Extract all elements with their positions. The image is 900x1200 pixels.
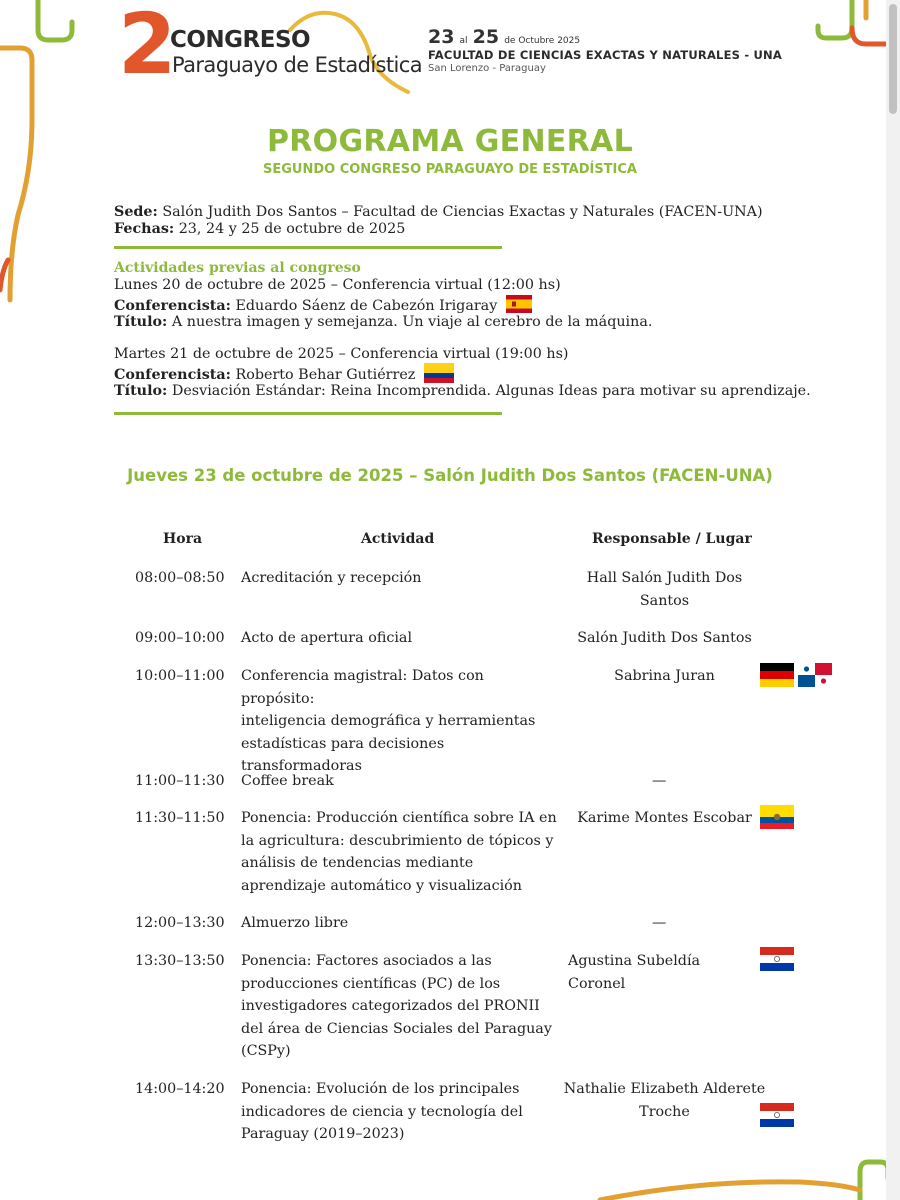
row-responsible xyxy=(562,567,767,612)
activity-line: aprendizaje automático y visualización xyxy=(241,877,522,894)
row-time: 11:00–11:30 xyxy=(135,773,225,789)
previa-1-date: Lunes 20 de octubre de 2025 – Conferencia virtual (12:00 hs) xyxy=(114,277,561,293)
activity-line: producciones científicas (PC) de los xyxy=(241,975,501,992)
divider xyxy=(114,412,502,415)
col-header-hora: Hora xyxy=(163,531,203,547)
row-activity xyxy=(241,665,561,778)
activity-line: estadísticas para decisiones xyxy=(241,735,445,752)
sede-label: Sede: xyxy=(114,204,158,220)
speaker-name: Eduardo Sáenz de Cabezón Irigaray xyxy=(230,298,498,314)
row-time: 14:00–14:20 xyxy=(135,1081,225,1097)
resp-line: Agustina Subeldía Coronel xyxy=(568,953,701,992)
row-responsible xyxy=(562,770,767,793)
scrollbar[interactable] xyxy=(886,0,900,1200)
previa-1-title xyxy=(114,313,652,332)
resp-line: — xyxy=(652,915,667,931)
scrollbar-thumb[interactable] xyxy=(889,4,897,114)
activity-line: Ponencia: Evolución de los principales xyxy=(241,1081,520,1097)
row-activity xyxy=(241,950,561,1063)
faculty-name: FACULTAD DE CIENCIAS EXACTAS Y NATURALES - UNA xyxy=(428,48,782,62)
activity-line: Acto de apertura oficial xyxy=(241,630,413,646)
activity-line: inteligencia demográfica y herramientas xyxy=(241,713,536,729)
talk-title: A nuestra imagen y semejanza. Un viaje al cerebro de la máquina. xyxy=(167,314,653,330)
ecuador-flag-icon xyxy=(760,805,794,833)
row-time: 12:00–13:30 xyxy=(135,915,225,931)
row-activity xyxy=(241,567,561,590)
activity-line: (CSPy) xyxy=(241,1043,291,1059)
event-location: San Lorenzo - Paraguay xyxy=(428,63,546,74)
talk-title: Desviación Estándar: Reina Incomprendida. Algunas Ideas para motivar su aprendizaje. xyxy=(167,383,811,399)
activity-line: Acreditación y recepción xyxy=(241,570,422,586)
activity-line: Conferencia magistral: Datos con propósito: xyxy=(241,668,484,707)
fechas-label: Fechas: xyxy=(114,221,175,237)
title-label: Título: xyxy=(114,383,168,399)
fechas-value: 23, 24 y 25 de octubre de 2025 xyxy=(174,221,406,237)
row-time: 13:30–13:50 xyxy=(135,953,225,969)
speaker-name: Roberto Behar Gutiérrez xyxy=(230,367,416,383)
page-subtitle: SEGUNDO CONGRESO PARAGUAYO DE ESTADÍSTICA xyxy=(263,162,637,177)
activity-line: Coffee break xyxy=(241,773,334,789)
row-time: 08:00–08:50 xyxy=(135,570,225,586)
divider xyxy=(114,246,502,249)
activity-line: del área de Ciencias Sociales del Paraguay xyxy=(241,1020,552,1037)
sede-value: Salón Judith Dos Santos – Facultad de Ciencias Exactas y Naturales (FACEN-UNA) xyxy=(157,204,763,220)
resp-line: Salón Judith Dos Santos xyxy=(577,630,752,646)
speaker-label: Conferencista: xyxy=(114,367,231,383)
resp-line: Sabrina Juran xyxy=(614,668,715,684)
row-activity xyxy=(241,770,561,793)
row-responsible xyxy=(562,912,767,935)
spain-flag-icon xyxy=(506,295,532,313)
row-responsible xyxy=(562,1078,767,1123)
colombia-flag-icon xyxy=(424,363,454,383)
row-responsible xyxy=(568,950,760,995)
resp-line: Hall Salón Judith Dos xyxy=(586,570,743,586)
col-header-responsable: Responsable / Lugar xyxy=(592,531,752,547)
day-heading: Jueves 23 de octubre de 2025 – Salón Judith Dos Santos (FACEN-UNA) xyxy=(127,466,773,485)
row-responsible xyxy=(562,627,767,650)
resp-line: — xyxy=(652,773,667,789)
activity-line: Almuerzo libre xyxy=(241,915,349,931)
activity-line: análisis de tendencias mediante xyxy=(241,855,474,871)
page-title: PROGRAMA GENERAL xyxy=(266,124,633,159)
activity-line: transformadoras xyxy=(241,758,362,774)
paraguay-flag-icon xyxy=(760,1103,794,1131)
row-activity xyxy=(241,1078,561,1146)
logo-number: 2 xyxy=(118,0,177,93)
activity-line: Ponencia: Factores asociados a las xyxy=(241,953,492,969)
activity-line: investigadores categorizados del PRONII xyxy=(241,998,540,1014)
title-label: Título: xyxy=(114,314,168,330)
activity-line: indicadores de ciencia y tecnología del xyxy=(241,1103,523,1120)
row-activity xyxy=(241,912,561,935)
date-month: de Octubre 2025 xyxy=(504,36,581,46)
resp-line: Troche xyxy=(639,1103,690,1120)
col-header-actividad: Actividad xyxy=(361,531,435,547)
paraguay-flag-icon xyxy=(760,947,794,975)
resp-line: Nathalie Elizabeth Alderete xyxy=(563,1081,766,1097)
date-al: al xyxy=(459,36,468,46)
activity-line: la agricultura: descubrimiento de tópicos y xyxy=(241,832,554,849)
row-time: 09:00–10:00 xyxy=(135,630,225,646)
fechas-line xyxy=(114,220,405,239)
row-activity xyxy=(241,807,561,897)
row-activity xyxy=(241,627,561,650)
logo-title-line2: Paraguayo de Estadística xyxy=(172,53,422,77)
date-start: 23 xyxy=(428,26,455,48)
panama-flag-icon xyxy=(798,663,832,691)
row-responsible xyxy=(562,665,767,688)
logo-title-line1: CONGRESO xyxy=(170,27,311,53)
date-end: 25 xyxy=(472,26,500,48)
germany-flag-icon xyxy=(760,663,794,691)
previas-heading: Actividades previas al congreso xyxy=(114,260,361,276)
speaker-label: Conferencista: xyxy=(114,298,231,314)
row-responsible xyxy=(572,807,757,830)
previa-2-title xyxy=(114,382,811,401)
row-time: 11:30–11:50 xyxy=(135,810,225,826)
row-time: 10:00–11:00 xyxy=(135,668,225,684)
previa-2-date: Martes 21 de octubre de 2025 – Conferencia virtual (19:00 hs) xyxy=(114,346,569,362)
activity-line: Ponencia: Producción científica sobre IA en xyxy=(241,810,557,826)
activity-line: Paraguay (2019–2023) xyxy=(241,1126,405,1142)
resp-line: Karime Montes Escobar xyxy=(577,810,752,826)
resp-line: Santos xyxy=(639,592,690,609)
